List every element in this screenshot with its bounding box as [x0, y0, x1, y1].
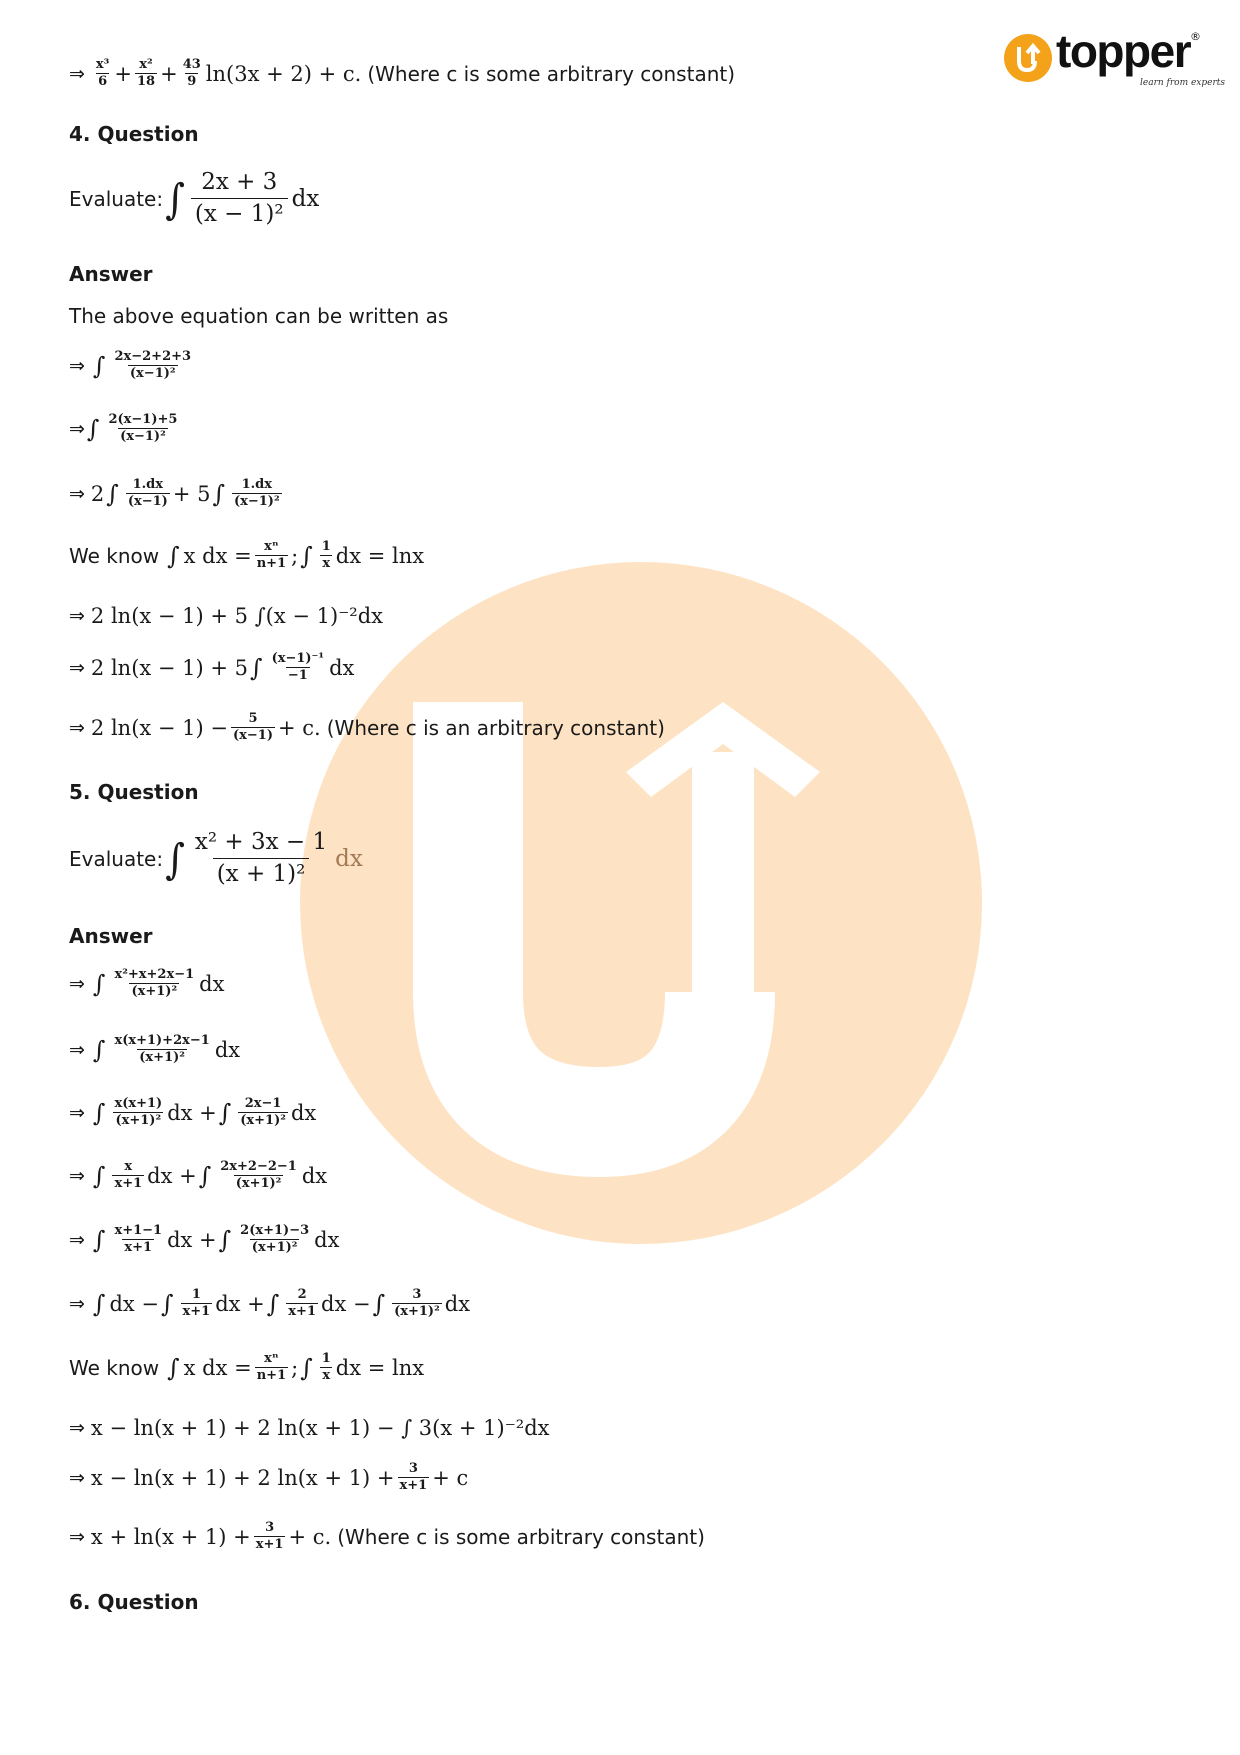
question-statement: Evaluate: ∫ $\frac{2x + 3}{\text{(x − 1)²}}$ dx [69, 169, 320, 228]
formula-reminder: We know ∫ x dx = $\frac{\text{xⁿ}}{n+1}$ ; ∫ $\frac{1}{x}$ dx = lnx [69, 1351, 425, 1384]
answer-heading: Answer [69, 924, 153, 948]
solution-step: ⇒ ∫ dx − ∫ $\frac{1}{x+1}$ dx + ∫ $\frac{2}{x+1}$ dx − ∫ $\frac{3}{\text{(x+1)²}}$ dx [69, 1287, 471, 1320]
solution-step: ⇒ ∫ $\frac{2(x-1)+5}{\text{(x−1)²}}$ [69, 412, 178, 445]
logo-registered-mark: ® [1190, 30, 1201, 43]
question-statement: Evaluate: ∫ $\frac{\text{x² + 3x − 1}}{\text{(x + 1)²}}$ dx [69, 829, 363, 888]
solution-final: ⇒ 2 ln(x − 1) − $\frac{5}{(x-1)}$ + c. (Where c is an arbitrary constant) [69, 711, 665, 744]
solution-step: ⇒ 2 ∫ $\frac{1.dx}{(x-1)}$ + 5 ∫ $\frac{1.dx}{\text{(x−1)²}}$ [69, 477, 280, 510]
solution-step: ⇒ x − ln(x + 1) + 2 ln(x + 1) − ∫ 3(x + 1)⁻²dx [69, 1416, 550, 1440]
answer-intro: The above equation can be written as [69, 304, 449, 328]
solution-final: ⇒ x + ln(x + 1) + $\frac{3}{x+1}$ + c. (Where c is some arbitrary constant) [69, 1520, 705, 1553]
question-heading: 6. Question [69, 1590, 199, 1614]
solution-step: ⇒ ∫ $\frac{x(x+1)+2x-1}{\text{(x+1)²}}$ dx [69, 1033, 241, 1066]
solution-step: ⇒ ∫ $\frac{x}{x+1}$ dx + ∫ $\frac{2x+2-2-1}{\text{(x+1)²}}$ dx [69, 1159, 328, 1192]
topper-logo [1004, 25, 1226, 90]
question-heading: 4. Question [69, 122, 199, 146]
logo-circle-icon [1004, 34, 1052, 82]
implies-arrow: ⇒ [69, 62, 85, 85]
solution-step: ⇒ ∫ $\frac{x+1-1}{x+1}$ dx + ∫ $\frac{2(x+1)-3}{\text{(x+1)²}}$ dx [69, 1223, 340, 1256]
solution-step: ⇒ 2 ln(x − 1) + 5 ∫ $\frac{\text{(x−1)⁻¹}}{-1}$ dx [69, 651, 355, 684]
result-line-prev: ⇒ $\frac{\text{x³}}{6}$ + $\frac{\text{x²}}{18}$ + $\frac{43}{9}$ ln(3x + 2) + c. (Where c is some arbitrary constant) [69, 57, 736, 90]
solution-step: ⇒ ∫ $\frac{\text{x²+x+2x−1}}{\text{(x+1)²}}$ dx [69, 967, 225, 1000]
solution-step: ⇒ ∫ $\frac{x(x+1)}{\text{(x+1)²}}$ dx + ∫ $\frac{2x-1}{\text{(x+1)²}}$ dx [69, 1096, 317, 1129]
logo-wordmark: topper [1056, 25, 1191, 77]
logo-tagline: learn from experts [1140, 78, 1226, 88]
integral-sign: ∫ [165, 834, 185, 883]
question-heading: 5. Question [69, 780, 199, 804]
answer-heading: Answer [69, 262, 153, 286]
formula-reminder: We know ∫ x dx = $\frac{\text{xⁿ}}{n+1}$ ; ∫ $\frac{1}{x}$ dx = lnx [69, 539, 425, 572]
solution-step: ⇒ 2 ln(x − 1) + 5 ∫(x − 1)⁻²dx [69, 604, 383, 628]
integral-sign: ∫ [165, 174, 185, 223]
solution-step: ⇒ ∫ $\frac{2x-2+2+3}{\text{(x−1)²}}$ [69, 349, 192, 382]
solution-step: ⇒ x − ln(x + 1) + 2 ln(x + 1) + $\frac{3}{x+1}$ + c [69, 1461, 469, 1494]
